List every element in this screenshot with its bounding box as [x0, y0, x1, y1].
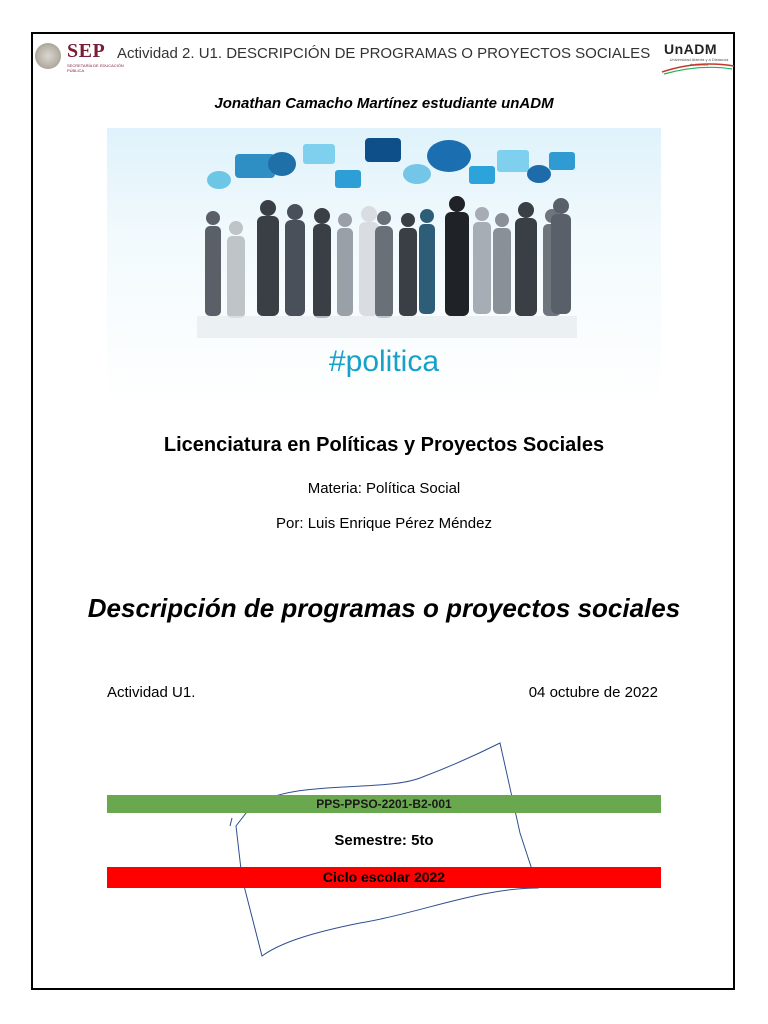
header-title: Actividad 2. U1. DESCRIPCIÓN DE PROGRAMAS O PROYECTOS SOCIALES [117, 45, 651, 62]
byline: Por: Luis Enrique Pérez Méndez [276, 515, 492, 532]
people-silhouettes-icon [205, 196, 571, 318]
document-title: Descripción de programas o proyectos sociales [87, 593, 681, 623]
semester-label: Semestre: 5to [334, 832, 434, 849]
sep-subtitle: SECRETARÍA DE EDUCACIÓN PÚBLICA [67, 63, 124, 73]
date-label: 04 octubre de 2022 [528, 684, 658, 701]
sep-seal-icon [35, 43, 61, 69]
scroll-outline-icon [220, 738, 540, 963]
unadm-subtitle: Universidad Abierta y a Distancia de México [669, 57, 729, 67]
speech-bubbles-icon [207, 138, 575, 189]
group-code-band: PPS-PPSO-2201-B2-001 [107, 795, 661, 813]
subject-line: Materia: Política Social [307, 480, 461, 497]
cover-image [107, 128, 661, 403]
unadm-logo: UnADM [664, 41, 718, 57]
degree-title: Licenciatura en Políticas y Proyectos Sociales [163, 434, 605, 456]
hashtag-label: #politica [328, 345, 440, 378]
author-line: Jonathan Camacho Martínez estudiante unADM [214, 95, 554, 112]
unadm-swoosh-icon [660, 58, 736, 76]
school-cycle-band: Ciclo escolar 2022 [107, 867, 661, 888]
sep-logo: SEP [67, 40, 106, 62]
activity-label: Actividad U1. [107, 684, 196, 701]
